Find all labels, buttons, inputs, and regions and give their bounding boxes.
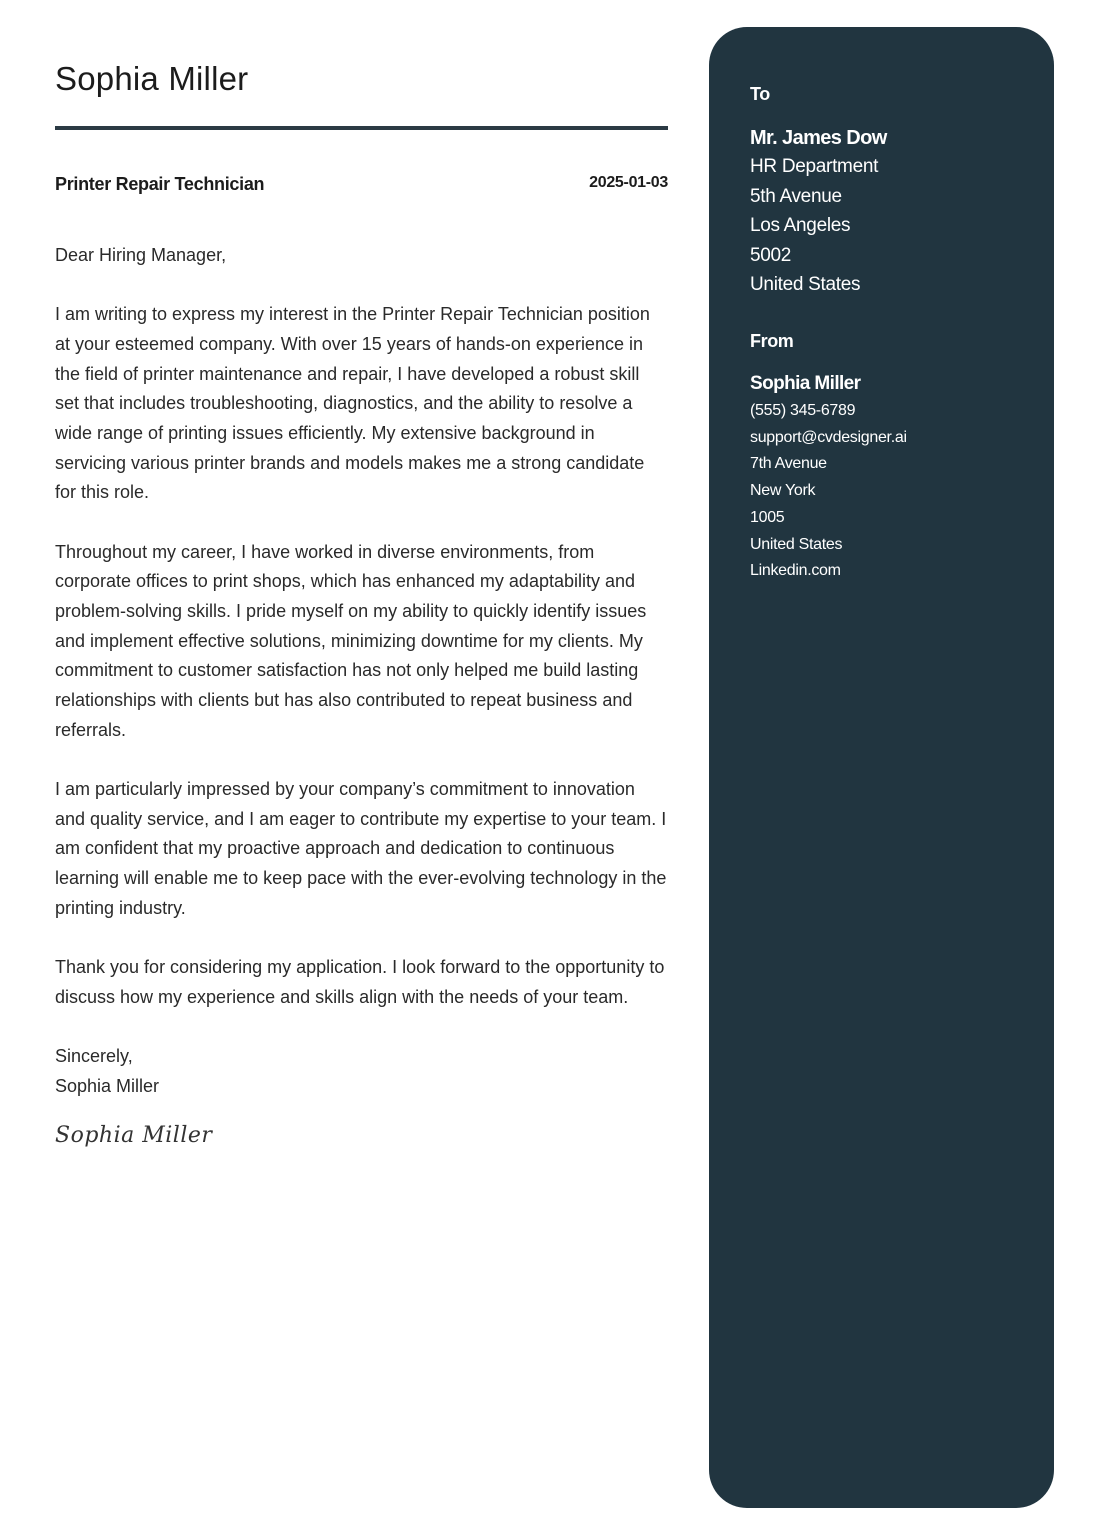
- sender-email: support@cvdesigner.ai: [750, 428, 907, 446]
- sender-phone: (555) 345-6789: [750, 402, 856, 419]
- sender-city: New York: [750, 482, 816, 500]
- letter-date: 2025-01-03: [589, 174, 668, 191]
- letter-body: [55, 241, 668, 1151]
- recipient-department: HR Department: [750, 156, 879, 177]
- applicant-name-heading: Sophia Miller: [55, 60, 249, 97]
- sender-country: United States: [750, 535, 843, 553]
- closing-name: Sophia Miller: [55, 1075, 160, 1096]
- signature: Sophia Miller: [55, 1123, 213, 1149]
- sender-zip: 1005: [750, 508, 785, 526]
- contact-sidebar: [709, 27, 1054, 1508]
- recipient-block: [750, 124, 887, 300]
- sender-block: [750, 370, 907, 585]
- to-section-label: To: [750, 84, 770, 104]
- recipient-city: Los Angeles: [750, 215, 851, 237]
- closing: Sincerely,: [55, 1045, 133, 1066]
- recipient-name: Mr. James Dow: [750, 127, 887, 149]
- sender-street: 7th Avenue: [750, 455, 827, 473]
- sender-name: Sophia Miller: [750, 373, 861, 394]
- paragraph: Throughout my career, I have worked in diverse environments, from corporate offices to print shops, which has enhanced my adaptability and problem-solving skills. I pride myself on my ability to quickly identify issues and implement effective solutions, minimizing downtime for my clients. My commitment to customer satisfaction has not only helped me build lasting relationships with clients but has also contributed to repeat business and referrals.: [55, 541, 647, 740]
- job-title-row: [55, 174, 668, 198]
- sender-linkedin: Linkedin.com: [750, 562, 841, 580]
- paragraph: Thank you for considering my application. I look forward to the opportunity to discuss how my experience and skills align with the needs of your team.: [55, 957, 665, 1007]
- paragraph: I am writing to express my interest in the Printer Repair Technician position at your esteemed company. With over 15 years of hands-on experience in the field of printer maintenance and repair, I have developed a robust skill set that includes troubleshooting, diagnostics, and the ability to resolve a wide range of printing issues efficiently. My extensive background in servicing various printer brands and models makes me a strong candidate for this role.: [55, 304, 650, 503]
- recipient-zip: 5002: [750, 244, 792, 266]
- header-divider: [55, 126, 668, 130]
- recipient-street: 5th Avenue: [750, 185, 842, 207]
- recipient-country: United States: [750, 274, 861, 296]
- greeting: Dear Hiring Manager,: [55, 245, 227, 265]
- from-section-label: From: [750, 331, 794, 351]
- job-title: Printer Repair Technician: [55, 174, 265, 194]
- paragraph: I am particularly impressed by your company’s commitment to innovation and quality service, and I am eager to contribute my expertise to your team. I am confident that my proactive approach and dedication to continuous learning will enable me to keep pace with the ever-evolving technology in the printing industry.: [55, 779, 667, 918]
